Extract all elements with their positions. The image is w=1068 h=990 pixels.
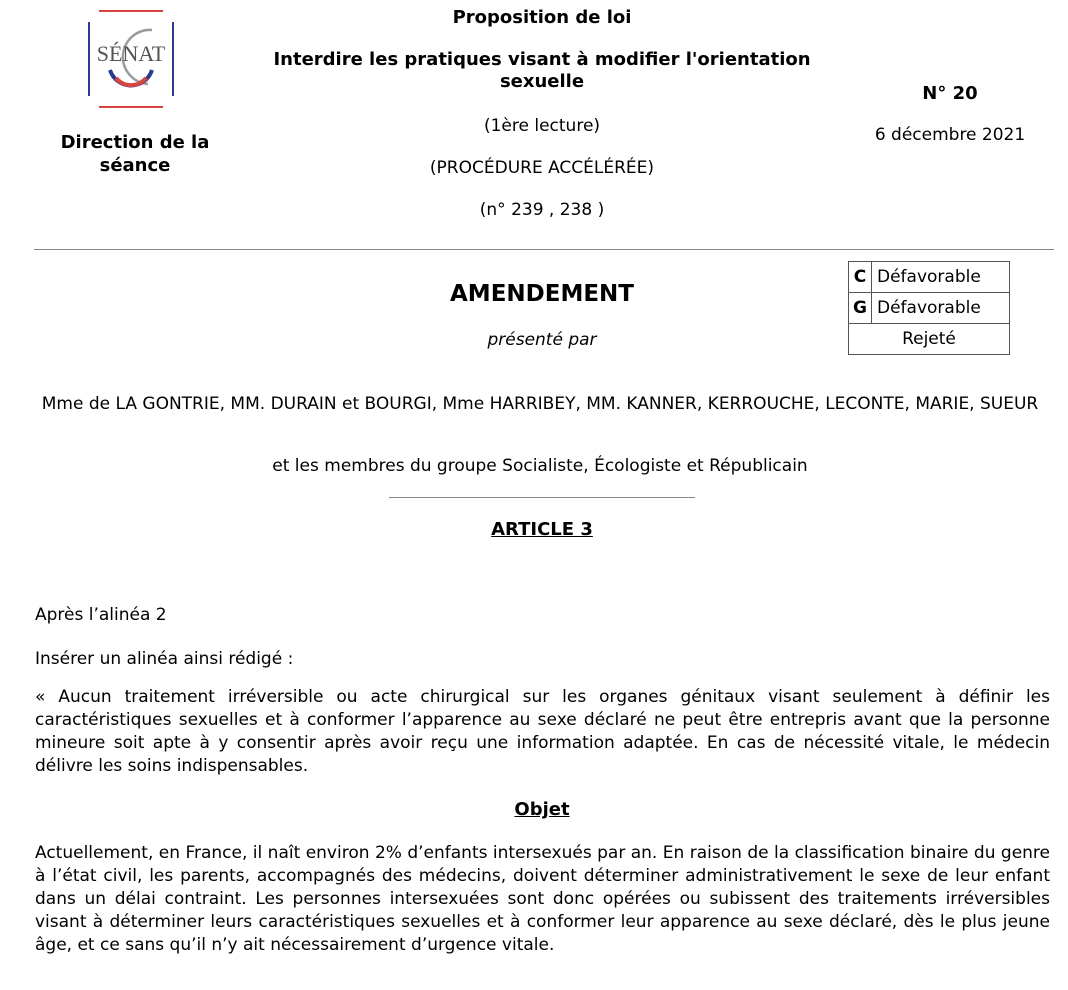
logo-text: SÉNAT: [96, 41, 166, 66]
body-paragraph-1: Après l’alinéa 2: [35, 605, 167, 625]
amendment-number: N° 20: [922, 83, 978, 104]
proposal-type: Proposition de loi: [452, 7, 632, 28]
authors-divider: [389, 497, 695, 498]
status-result: Rejeté: [902, 329, 956, 349]
status-row-government: [849, 293, 1009, 324]
article-heading: ARTICLE 3: [491, 519, 593, 540]
header-divider: [34, 249, 1054, 250]
authors-list: Mme de LA GONTRIE, MM. DURAIN et BOURGI, Mme HARRIBEY, MM. KANNER, KERROUCHE, LECONTE, MARIE, SUEUR: [41, 394, 1039, 414]
status-code-c: C: [849, 262, 872, 292]
objet-heading: Objet: [514, 799, 570, 820]
presented-by: présenté par: [487, 330, 597, 350]
body-paragraph-3: « Aucun traitement irréversible ou acte chirurgical sur les organes génitaux visant seulement à définir les caractéristiques sexuelles et à conformer l’apparence au sexe déclaré ne peut être entrepris avant que la personne mineure soit apte à y consentir après avoir reçu une information adaptée. En cas de nécessité vitale, le médecin délivre les soins indispensables.: [35, 687, 1050, 776]
amendment-title: AMENDEMENT: [450, 281, 634, 307]
status-value-g: Défavorable: [877, 298, 981, 318]
proposal-title: Interdire les pratiques visant à modifier l'orientation sexuelle: [273, 49, 811, 92]
senat-logo: [86, 8, 176, 110]
status-row-result: [849, 324, 1009, 354]
amendment-date: 6 décembre 2021: [874, 125, 1026, 145]
status-value-c: Défavorable: [877, 267, 981, 287]
status-code-g: G: [849, 293, 872, 323]
direction-label: Direction de la séance: [60, 132, 210, 176]
senat-logo-graphic: [86, 8, 176, 110]
text-numbers: (n° 239 , 238 ): [479, 200, 605, 220]
objet-paragraph: Actuellement, en France, il naît environ 2% d’enfants intersexués par an. En raison de la classification binaire du genre à l’état civil, les parents, accompagnés des médecins, doivent déterminer administrativement le sexe de leur enfant dans un délai contraint. Les personnes intersexuées sont donc opérées ou subissent des traitements irréversibles visant à déterminer leurs caractéristiques sexuelles et à conformer leur apparence au sexe déclaré, dès le plus jeune âge, et ce sans qu’il n’y ait nécessairement d’urgence vitale.: [35, 843, 1050, 955]
procedure-label: (PROCÉDURE ACCÉLÉRÉE): [429, 158, 655, 178]
reading-label: (1ère lecture): [483, 116, 601, 136]
status-row-commission: [849, 262, 1009, 293]
body-paragraph-2: Insérer un alinéa ainsi rédigé :: [35, 649, 294, 669]
status-box: [848, 261, 1010, 355]
group-members: et les membres du groupe Socialiste, Écologiste et Républicain: [272, 456, 808, 476]
